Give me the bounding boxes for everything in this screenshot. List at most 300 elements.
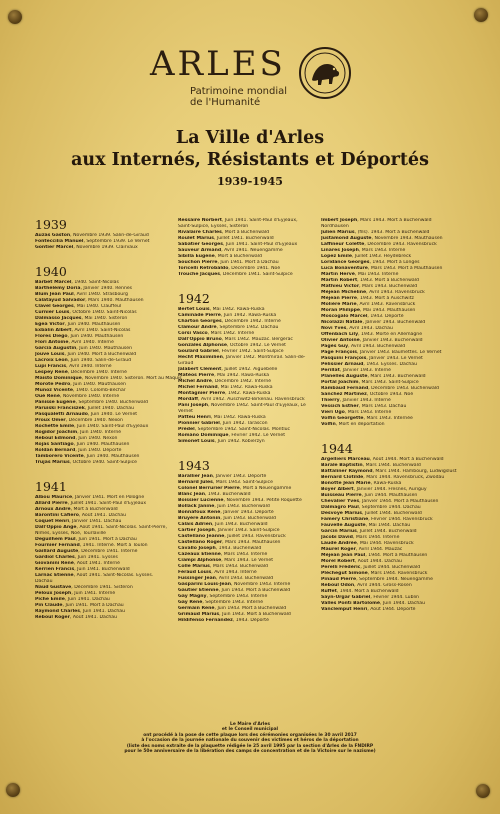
name-entry: Sabatier Georges, Juin 1941. Saint-Paul d'Eyjeaux (178, 242, 298, 247)
person-name: Pionnier Gabriel (178, 421, 220, 426)
person-name: Piche Émile (35, 597, 65, 602)
person-name: Rambaud Fernand (321, 386, 369, 391)
name-entry: Justamond Auguste, Novembre 1943. Mauthausen (321, 236, 443, 241)
person-details: Mort en déportation (338, 422, 385, 427)
person-name: Ciampi Alphonse (178, 558, 222, 563)
year-heading: 1941 (35, 479, 67, 494)
person-details: Juin 1940. Mauthausen (86, 454, 140, 459)
screw-top-right (474, 8, 488, 22)
person-details: Mars 1943. Interné (347, 410, 392, 415)
person-details: Avril 1943. Buchenwald (218, 576, 273, 581)
name-entry (178, 224, 328, 230)
person-details: Mars 1943. Mort à Mauthausen (370, 266, 443, 271)
person-details: Décembre 1941. Saint-Sulpice (222, 272, 293, 277)
name-entry: Charton Georges, Décembre 1942. Interné (178, 319, 281, 324)
person-name: Panisse Eugène (35, 400, 76, 405)
person-name: Boyer Albert (321, 487, 354, 492)
person-name: Méjean Micheline (321, 290, 367, 295)
name-entry: Arnoux André, Mort à Buchenwald (35, 507, 118, 512)
name-entry: Rogidor Joachim, Juin 1940. Interné (35, 430, 122, 435)
name-entry: Germain René, Juin 1943. Mort à Buchenwald (178, 606, 287, 611)
person-name: Féraud Louis (178, 570, 212, 575)
name-entry: Kerrien Francis, Juin 1941. Buchenwald (35, 567, 130, 572)
person-details: Juillet 1944. Buchenwald (363, 565, 421, 570)
person-details: 1942. Rawa-Ruska (228, 391, 271, 396)
name-entry: Lespey René, Décembre 1940. Interné (35, 370, 127, 375)
person-name: Rogidor Joachim (35, 430, 78, 435)
name-entry: Volfin, Mort en déportation (321, 422, 385, 427)
name-entry: Trouche Jacques, Décembre 1941. Saint-Sulpice (178, 272, 293, 277)
person-name: Deguilhem Paul (35, 537, 76, 542)
person-details: Avril 1941. Neuengamme (224, 248, 283, 253)
name-entry: Boissier Lucienne, Novembre 1943. Petite Roquette (178, 498, 302, 503)
person-details: Juin 1940. Salin-de-Giraud (70, 358, 132, 363)
name-entry: Dall'Oppio Bruno, Mars 1942. Mauzac. Bergerac (178, 337, 293, 342)
year-heading: 1939 (35, 217, 67, 232)
name-entry: Roulet Marius, Juillet 1941. Buchenwald (178, 236, 274, 241)
person-details: Décembre 1943. Buchenwald (371, 386, 439, 391)
person-name: Exbalin Albert (35, 328, 72, 333)
name-entry: Valles Ponti Bartolomé, Juin 1944. Dachau (321, 601, 425, 606)
person-details: Août 1944. Mort à Buchenwald (372, 457, 444, 462)
person-name: Colle Marius (178, 564, 210, 569)
name-entry: Pagès Guy, Avril 1943. Buchenwald (321, 344, 406, 349)
person-name: Gonzales Alphonse (178, 343, 227, 348)
person-name: Vieri Ugo (321, 410, 345, 415)
name-entry: Imbert Joseph, Mars 1943. Mort à Buchenwald (321, 218, 432, 223)
name-entry: Pani Joseph, Novembre 1942. Saint-Paul d'Eyjeaux, Le (178, 403, 306, 408)
person-details: Juin 1940. Saint-Paul d'Eyjeaux (77, 424, 149, 429)
person-name: Reboul Edmond (35, 436, 76, 441)
person-details: Juin 1941. Mort à Dachau (78, 537, 137, 542)
name-entry: Blum Jean Paul, Avril 1940. Strasbourg (35, 292, 128, 297)
person-name: Ressaire Norbert (178, 218, 222, 223)
name-entry: Curnier Louis, Octobre 1940. Saint-Nicolas (35, 310, 137, 315)
person-details: Janvier 1943. Buchenwald (362, 338, 423, 343)
person-details: Juin 1940. Mauthausen (79, 346, 133, 351)
person-name: Montagnier Pierre (178, 391, 226, 396)
name-entry: Argelliers Marceau, Août 1944. Mort à Buchenwald (321, 457, 444, 462)
name-entry: Romano Dominique, Février 1942. Le Vernet (178, 433, 286, 438)
person-details: 1941. Interné. Mort à Toulon (82, 543, 148, 548)
name-entry: Barbet Marcel, 1940. Saint-Nicolas (35, 280, 119, 285)
name-entry: Vessich Esther, Mars 1943. Dachau (321, 404, 407, 409)
person-details: Vernet (178, 409, 193, 414)
name-entry: Pinaud Pierre, Septembre 1944. Neuengamme (321, 577, 433, 582)
person-name: Maisto Dominique (35, 376, 82, 381)
footer-line-4: à l'occasion de la journée nationale du souvenir des victimes et héros de la déportation (141, 738, 359, 744)
person-name: Bruyère Antonin (178, 516, 221, 521)
name-entry: Gardiol Charles, Juin 1941. Eysses (35, 555, 118, 560)
name-entry: Vieri Ugo, Mars 1943. Interné (321, 410, 392, 415)
person-details: Décembre 1940. Nexon (68, 418, 123, 423)
person-name: Lopez Émile (321, 254, 352, 259)
person-details: Mars 1943. Mauthausen (225, 540, 281, 545)
person-name: Garcin Marius (321, 529, 357, 534)
name-entry: Bonnafoux René, Janvier 1943. Déporté (178, 510, 274, 515)
person-name: Gay Magny (178, 594, 207, 599)
person-name: Rivalaire Charles (178, 230, 222, 235)
person-name: Lespey René (35, 370, 68, 375)
person-name: Egea Victor (35, 322, 65, 327)
person-name: Argelliers Marceau (321, 457, 370, 462)
name-entry: Novi Yves, Avril 1943. Dachau (321, 326, 393, 331)
person-details: (fils). 1943. Mort à Buchenwald (357, 230, 430, 235)
person-details: Novembre 1942. Saint-Paul d'Eyjeaux, Le (210, 403, 306, 408)
person-details: Août 1941. Dachau (81, 513, 127, 518)
person-name: Gasparini Louis-Jean (178, 582, 232, 587)
person-name: Barontini Cafiero (35, 513, 79, 518)
person-name: Clavel Georges (35, 304, 74, 309)
person-name: Mordaff (178, 397, 199, 402)
name-entry: Bernard Jules, Mars 1943. Saint-Sulpice (178, 480, 273, 485)
name-entry (321, 224, 471, 230)
person-name: Vessich Esther (321, 404, 359, 409)
person-details: Mai 1944. Ravensbrück (359, 541, 414, 546)
person-name: Cartier Joseph (178, 528, 215, 533)
person-name: Gay René (178, 600, 203, 605)
name-entry: Boyer Albert, Janvier 1944. Fresnes, Auriguy (321, 487, 427, 492)
person-name: Offenbach Lily (321, 332, 359, 337)
heading-years: 1939-1945 (217, 175, 283, 188)
name-entry (35, 531, 185, 537)
person-name: Vanclemput Henri (321, 607, 368, 612)
person-details: Nordhausen (321, 224, 349, 229)
person-name: Rochette Émile (35, 424, 75, 429)
person-details: Saint-Sulpice, Eysses, Sisteron (178, 224, 249, 229)
name-entry: Dalmagro Paul, Septembre 1944. Dachau (321, 505, 421, 510)
name-entry: Laffineur Colette, Décembre 1943. Ravensbrück (321, 242, 437, 247)
person-name: Volfin Georgette (321, 416, 364, 421)
name-entry: Toricelli Retrobaldo, Décembre 1941. Noé (178, 266, 281, 271)
person-details: Octobre 1940. Saint-Nicolas (72, 310, 137, 315)
person-name: Hildifenso Fernandez (178, 618, 233, 623)
name-entry: Julien Marius, (fils). 1943. Mort à Buchenwald (321, 230, 430, 235)
name-entry: Maisto Dominique, Novembre 1940. Sisteron. Mort au Maquis (35, 376, 182, 381)
person-name: Proux Omer (35, 418, 66, 423)
name-entry: Colle Marius, Mars 1943. Buchenwald (178, 564, 268, 569)
person-details: Juin 1942. Rawa-Ruska (223, 313, 277, 318)
person-name: Linares Joseph (321, 248, 359, 253)
name-entry: Morel Robert, Août 1944. Dachau (321, 559, 402, 564)
person-details: Février 1942. Le Vernet (231, 433, 286, 438)
name-entry: Ruffet, 1944. Mort à Buchenwald (321, 589, 399, 594)
person-name: Raymond Charles (35, 609, 81, 614)
person-details: Juillet 1943. Ravensbrück (227, 534, 286, 539)
screw-bottom-right (476, 784, 490, 798)
person-details: Juin 1940. Mort à Buchenwald (67, 352, 137, 357)
name-entry: Flores Diego, Juin 1940. Mauthausen (35, 334, 124, 339)
footer-line-3: ont procédé à la pose de cette plaque lors des cérémonies organisées le 30 avril 2017 (143, 732, 357, 738)
year-heading: 1944 (321, 441, 353, 456)
footer-line-2: et le Conseil municipal (221, 727, 279, 733)
person-details: Mars 1943. Saint-Sulpice (361, 380, 419, 385)
person-name: Roulet Marius (178, 236, 214, 241)
person-name: Martin Robert (321, 278, 358, 283)
name-entry: Volfin Georgette, Mars 1943. Internée (321, 416, 413, 421)
person-details: Mars 1944. Hambourg, Ludwigslust (375, 469, 457, 474)
person-name: Blum Jean Paul (35, 292, 74, 297)
person-details: Mars 1943. Interné (361, 248, 406, 253)
person-name: Michel Fernand (178, 385, 218, 390)
person-name: Dalmasso Jacques (35, 316, 82, 321)
person-name: Laude Andrée (321, 541, 357, 546)
name-entry: Larnac Étienne, Août 1941. Saint-Nicolas. Eysses. (35, 573, 154, 578)
person-name: Allard Pierre (35, 501, 68, 506)
person-details: Janvier 1943. Buchenwald (365, 320, 426, 325)
person-details: Décembre 1941. Sisteron (74, 585, 133, 590)
person-name: Buisseau Pierre (321, 493, 362, 498)
person-name: Jouve Louis (35, 352, 65, 357)
person-details: Avril 1940. Strasbourg (76, 292, 128, 297)
person-details: Août 1941. Saint-Nicolas. Saint-Pierre, (79, 525, 167, 530)
person-details: Juin 1940. Mauthausen (73, 382, 126, 387)
person-name: Sayn-Urgar Gabriel (321, 595, 371, 600)
name-entry: Deguilhem Paul, Juin 1941. Mort à Dachau (35, 537, 137, 542)
person-name: Laffineur Colette (321, 242, 365, 247)
person-name: Dall'Oppio Ange (35, 525, 77, 530)
person-details: Juin 1941. Interné (74, 591, 116, 596)
name-entry: Linares Joseph, Mars 1943. Interné (321, 248, 406, 253)
person-name: Charton Georges (178, 319, 222, 324)
person-name: Trouche Jacques (178, 272, 220, 277)
person-name: Mathieu Victor (321, 284, 360, 289)
person-details: Septembre 1942. Dachau (219, 325, 279, 330)
person-name: Bernard Jules (178, 480, 213, 485)
person-details: Juin 1943. Buchenwald (215, 522, 268, 527)
name-entry: Méjean Pierre, 1943. Mort à Auschwitz (321, 296, 414, 301)
person-details: Octobre 1942. Le Vernet (229, 343, 286, 348)
person-name: Goulard Gabriel (178, 349, 219, 354)
person-name: Loridance Georges (321, 260, 370, 265)
person-details: Juin 1942. Kobierzyn (217, 439, 265, 444)
name-entry: Trujas Marius, Octobre 1940. Saint-Sulpice (35, 460, 138, 465)
person-name: Desvoye Marius (321, 511, 363, 516)
name-entry: Montagnier Pierre, 1942. Rawa-Ruska (178, 391, 271, 396)
person-name: Pinaud Pierre (321, 577, 357, 582)
person-name: Sabatier Georges (178, 242, 223, 247)
person-details: Avril 1942. Auschwitz-Birkenau. Ravensbrück (201, 397, 305, 402)
person-name: Bonotte Jean Marie (321, 481, 371, 486)
person-name: Boissier Lucienne (178, 498, 224, 503)
name-entry: Caminade Pierre, Juin 1942. Rawa-Ruska (178, 313, 277, 318)
person-details: Mars 1943. Interné (223, 552, 268, 557)
person-name: Munoz Vicente (35, 388, 74, 393)
name-entry: Rivalaire Charles, Mort à Buchenwald (178, 230, 269, 235)
person-details: Mars 1943. Dachau (361, 404, 407, 409)
person-details: Janvier 1940. Rennes (83, 286, 133, 291)
name-entry: Fournier Fernand, 1941. Interné. Mort à Toulon (35, 543, 148, 548)
name-entry: Morote Pedro, Juin 1940. Mauthausen (35, 382, 126, 387)
person-details: Novembre 1940. Sisteron. Mort au Maquis (84, 376, 182, 381)
name-entry: Gonzales Alphonse, Octobre 1942. Le Vernet (178, 343, 286, 348)
person-details: Octobre 1940. Saint-Sulpice (72, 460, 138, 465)
person-name: Larnac Étienne (35, 573, 74, 578)
person-details: Décembre 1943. Ravensbrück (367, 242, 437, 247)
name-entry: Page François, Janvier 1943. Baumettes. Le Vernet (321, 350, 442, 355)
person-name: Barale Baptistin (321, 463, 363, 468)
footer-line-5: (liste des noms extraite de la plaquette rédigée le 25 avril 1995 par la section d'Arles de la FNDIRP (126, 743, 374, 749)
person-details: Juillet 1940. Dachau (87, 406, 135, 411)
name-entry: Oué René, Novembre 1940. Interné (35, 394, 120, 399)
person-details: 1943. Mort à Auschwitz (359, 296, 414, 301)
person-name: Pasquini François (321, 356, 367, 361)
name-entry: Jacobi David, Mars 1944. Interné (321, 535, 400, 540)
person-details: Juillet 1941. Buchenwald (216, 236, 274, 241)
name-entry: Sauveur Armand, Avril 1941. Neuengamme (178, 248, 283, 253)
name-entry: Laude Andrée, Mai 1944. Ravensbrück (321, 541, 414, 546)
person-name: Calais Adrien (178, 522, 213, 527)
person-details: Avril 1940. Interné (71, 340, 114, 345)
person-details: Septembre 1940. Buchenwald (78, 400, 148, 405)
person-details: Giraud (178, 361, 194, 366)
person-details: Juin 1943. Buchenwald (223, 516, 276, 521)
name-entry: Offenbach Lily, 1943. Morte en Allemagne (321, 332, 423, 337)
name-entry (35, 579, 185, 585)
name-entry: Tamborero Vicente, Juin 1940. Mauthausen (35, 454, 140, 459)
person-details: Juin 1941. Mort à Dachau (220, 260, 279, 265)
name-entry: Bernard Clotilde, Mars 1944. Ravensbrück, Zwodau (321, 475, 445, 480)
name-entry: Pionnier Gabriel, Juin 1942. Tarascon (178, 421, 268, 426)
person-name: Oué René (35, 394, 60, 399)
person-name: Michel André (178, 379, 212, 384)
name-entry: Ciampi Alphonse, Mars 1943. Le Vernet (178, 558, 274, 563)
person-details: 1943. Déporté (370, 314, 404, 319)
name-entry: Flori Antoine, Avril 1940. Interné (35, 340, 114, 345)
name-entry: Cazeaux Étienne, Mars 1943. Interné (178, 552, 268, 557)
name-entry: Jalabert Clément, Juillet 1942. Aiguebelle (178, 367, 278, 372)
name-entry: Coquet Henri, Janvier 1941. Dachau (35, 519, 122, 524)
person-details: Juin 1941. Saint-Paul d'Eyjeaux (225, 242, 298, 247)
person-name: Garcia Augustin (35, 346, 77, 351)
logo-subtitle-1: Patrimoine mondial (190, 86, 288, 97)
person-details: Décembre 1941. Interné (81, 549, 138, 554)
name-entry: Calais Adrien, Juin 1943. Buchenwald (178, 522, 268, 527)
person-details: Mai 1942. Rawa-Ruska (220, 385, 273, 390)
name-entry (178, 409, 328, 415)
person-details: Mars 1942. Interné (210, 331, 255, 336)
year-heading: 1942 (178, 291, 210, 306)
person-name: Patteu Henri (178, 415, 211, 420)
person-name: Fussinger Jean (178, 576, 216, 581)
name-entry: Bruyère Antonin, Juin 1943. Buchenwald (178, 516, 276, 521)
name-entry: Auzas Gaston, Novembre 1939. Salin-de-Giraud (35, 233, 149, 238)
person-name: Novi Yves (321, 326, 347, 331)
person-name: Morote Pedro (35, 382, 71, 387)
person-details: Janvier 1943. Interné (342, 368, 392, 373)
name-entry: Fussinger Jean, Avril 1943. Buchenwald (178, 576, 273, 581)
person-details: Avril 1944. Mauzac (358, 547, 403, 552)
person-name: Battaliner Raymond (321, 469, 373, 474)
name-entry: Hecht Maximilien, Janvier 1942. Montmirail. Salin-de- (178, 355, 306, 360)
person-name: Jacobi David (321, 535, 353, 540)
person-name: Sibilla Eugène (178, 254, 215, 259)
person-name: Famery Christiane (321, 517, 369, 522)
person-name: Moscogalo Marcel (321, 314, 368, 319)
person-details: 1940. Saint-Nicolas (74, 280, 119, 285)
person-name: Perillat (321, 368, 340, 373)
name-entry: Méjean Jean Paul, 1944. Mort à Mauthausen (321, 553, 428, 558)
person-details: Mort à Neuengamme (242, 486, 292, 491)
person-name: Roldan Bernard (35, 448, 76, 453)
name-entry: Simonet Louis, Juin 1942. Kobierzyn (178, 439, 265, 444)
person-details: Juin 1941. Dachau (82, 609, 125, 614)
person-details: Septembre 1944. Dachau (361, 505, 421, 510)
person-details: Mars 1943. Internée (366, 416, 413, 421)
person-details: Septembre 1939. Le Vernet (86, 239, 150, 244)
person-details: 1943. Mort à Longes (372, 260, 420, 265)
person-details: Mort à Buchenwald (224, 230, 269, 235)
name-entry: Pélissier Arnaud, 1943. Eysses. Dachau (321, 362, 418, 367)
name-entry: Luca Bonaventure, Mars 1943. Mort à Mauthausen (321, 266, 443, 271)
person-details: Novembre 1943. Interné (233, 582, 291, 587)
person-details: Juin 1941. Buchenwald (77, 567, 130, 572)
name-entry: Méjean Micheline, Avril 1943. Ravensbrück (321, 290, 425, 295)
name-entry: Calatayud Salvador, Mars 1940. Mauthausen (35, 298, 144, 303)
heading-line-1: La Ville d'Arles (175, 128, 325, 148)
person-name: Souchon Pierre (178, 260, 218, 265)
person-details: Janvier 1941. Mort en Pologne (75, 495, 145, 500)
person-name: Reboul Roger (35, 615, 70, 620)
person-name: Pani Joseph (178, 403, 209, 408)
person-details: Avril 1943. Ravensbrück (369, 290, 425, 295)
person-details: Octobre 1943. Noé (369, 392, 414, 397)
person-name: Barthélémy Doria (35, 286, 81, 291)
person-name: Gontier Marcel (35, 245, 74, 250)
name-entry: Rambaud Fernand, Décembre 1943. Buchenwald (321, 386, 439, 391)
person-name: Fournier Fernand (35, 543, 80, 548)
name-entry: Cartier Joseph, Janvier 1943. Saint-Sulpice (178, 528, 280, 533)
person-details: Janvier 1941. Dachau (72, 519, 122, 524)
person-name: Pélissier Arnaud (321, 362, 364, 367)
person-name: Hecht Maximilien (178, 355, 223, 360)
person-name: Imbert Joseph (321, 218, 358, 223)
person-details: 1943. Morte en Allemagne (361, 332, 423, 337)
person-name: Pléchegut Simone (321, 571, 368, 576)
name-entry: Lupi Francis, Avril 1940. Interné (35, 364, 112, 369)
name-entry: Barale Baptistin, Mars 1944. Buchenwald (321, 463, 421, 468)
person-details: Septembre 1944. Neuengamme (359, 577, 433, 582)
name-entry: Pasqualetti Arnaudo, Juin 1940. Le Vernet (35, 412, 138, 417)
person-details: Mars 1943. Mort à Buchenwald (360, 218, 432, 223)
person-details: Juin 1940. Mauthausen (76, 442, 130, 447)
person-details: Novembre 1939. Salin-de-Giraud (73, 233, 149, 238)
name-entry: Rojas Santiago, Juin 1940. Mauthausen (35, 442, 130, 447)
person-details: 1944. Mort à Buchenwald (339, 589, 399, 594)
name-entry: Pasquini François, Janvier 1943. Le Vernet (321, 356, 423, 361)
person-details: Mars 1943. Buchenwald (362, 284, 418, 289)
person-name: Castellano Jeanne (178, 534, 225, 539)
person-name: Julien Marius (321, 230, 355, 235)
person-details: 1940. Colomb-Béchar (75, 388, 126, 393)
name-entry: Barallier Jean, Janvier 1943. Déporté (178, 474, 267, 479)
name-entry: Planelles Auguste, Mars 1943. Buchenwald (321, 374, 426, 379)
person-name: Moran Philippe (321, 308, 361, 313)
name-entry: Dalmasso Jacques, Mai 1940. Sisteron (35, 316, 128, 321)
name-entry: Perillat, Janvier 1943. Interné (321, 368, 392, 373)
person-details: Juin 1941. Eysses (77, 555, 118, 560)
person-name: Flori Antoine (35, 340, 69, 345)
person-details: Janvier 1943. Baumettes. Le Vernet (359, 350, 442, 355)
name-entry: Moscogalo Marcel, 1943. Déporté (321, 314, 404, 319)
person-details: Juin 1944. Mauthausen (364, 493, 418, 498)
person-name: Fonteccilia Manuel (35, 239, 84, 244)
person-details: Avril 1943. Dachau (349, 326, 393, 331)
person-name: Paruiski Franciszek (35, 406, 85, 411)
name-entry: Gautier Étienne, Juin 1943. Mort à Buchenwald (178, 588, 291, 593)
name-entry: Piche Émile, Juin 1941. Dachau (35, 597, 110, 602)
person-details: Septembre 1943. Interné (205, 600, 264, 605)
